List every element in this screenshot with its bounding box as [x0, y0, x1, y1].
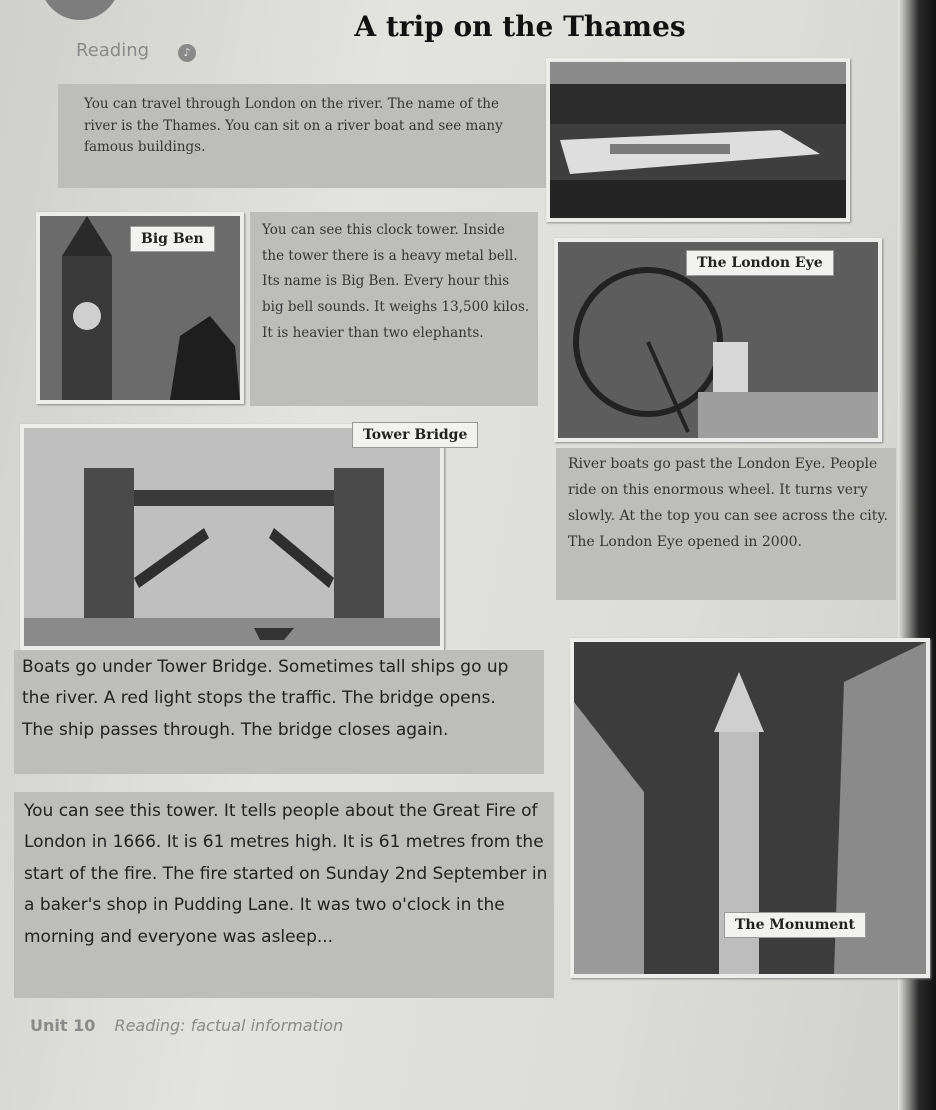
big-ben-caption: Big Ben [130, 226, 215, 252]
london-eye-text: River boats go past the London Eye. People ride on this enormous wheel. It turns very slowly. At the top you can see across the city. The London Eye opened in 2000. [568, 456, 888, 550]
footer-unit: Unit 10 [30, 1016, 96, 1035]
tower-bridge-text: Boats go under Tower Bridge. Sometimes tall ships go up the river. A red light stops the traffic. The bridge opens. The ship passes through. The bridge closes again. [22, 657, 509, 740]
tower-bridge-photo [20, 424, 444, 650]
monument-text: You can see this tower. It tells people about the Great Fire of London in 1666. It is 61 metres high. It is 61 metres from the start of the fire. The fire started on Sunday 2nd September in a baker's shop in Pudding Lane. It was two o'clock in the morning and everyone was asleep... [24, 801, 548, 947]
audio-icon: ♪ [178, 44, 196, 62]
section-label: Reading [76, 40, 150, 61]
london-eye-caption: The London Eye [686, 250, 834, 276]
intro-text: You can travel through London on the river. The name of the river is the Thames. You can sit on a river boat and see many famous buildings. [84, 96, 503, 156]
big-ben-text: You can see this clock tower. Inside the tower there is a heavy metal bell. Its name is Big Ben. Every hour this big bell sounds. It weighs 13,500 kilos. It is heavier than two elephants. [262, 222, 530, 341]
river-boat-photo [546, 58, 850, 222]
page-title: A trip on the Thames [354, 10, 686, 43]
footer-description: Reading: factual information [114, 1016, 344, 1035]
page-footer [30, 1016, 343, 1035]
monument-caption: The Monument [724, 912, 866, 938]
tower-bridge-caption: Tower Bridge [352, 422, 478, 448]
